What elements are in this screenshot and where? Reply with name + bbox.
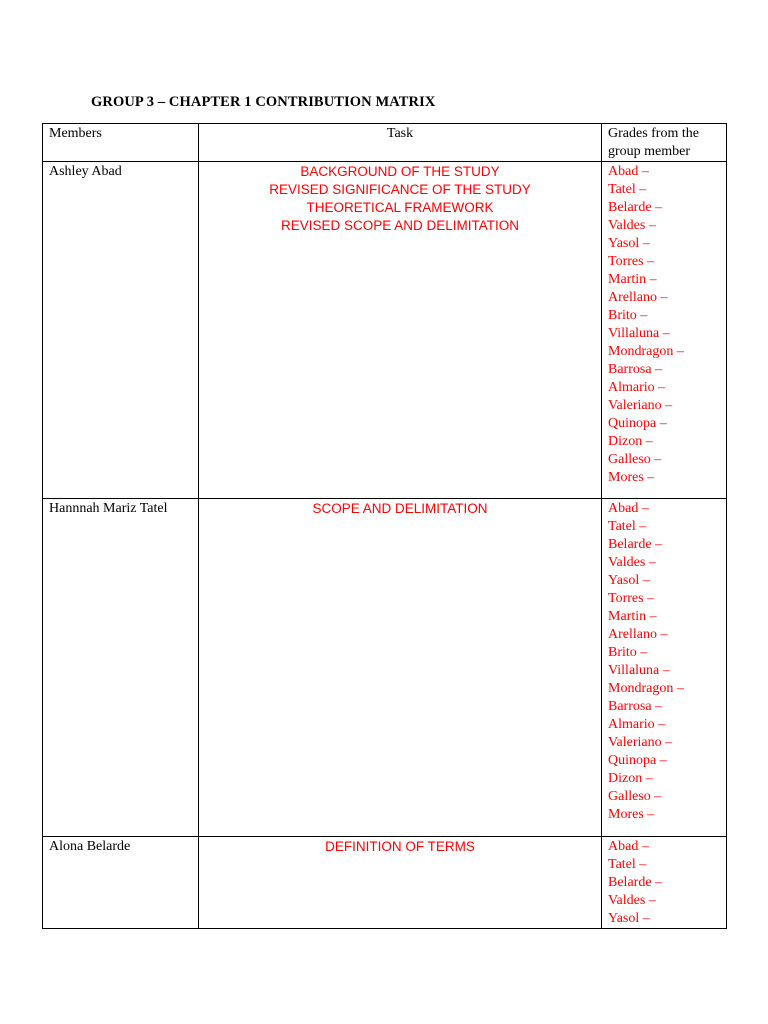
grade-item: Dizon –: [608, 771, 653, 786]
grade-item: Mondragon –: [608, 681, 684, 696]
task-item: SCOPE AND DELIMITATION: [312, 501, 488, 516]
grade-item: Quinopa –: [608, 416, 667, 431]
grade-item: Valdes –: [608, 893, 656, 908]
grade-item: Arellano –: [608, 290, 668, 305]
contribution-matrix-table: [42, 123, 727, 929]
table-row: [43, 162, 727, 499]
grade-item: Dizon –: [608, 434, 653, 449]
grade-item: Martin –: [608, 609, 657, 624]
grade-item: Belarde –: [608, 537, 663, 552]
grade-item: Arellano –: [608, 627, 668, 642]
grade-item: Abad –: [608, 839, 649, 854]
grade-item: Valdes –: [608, 555, 656, 570]
grade-item: Tatel –: [608, 857, 647, 872]
member-name: Alona Belarde: [49, 839, 131, 854]
grade-item: Martin –: [608, 272, 657, 287]
grade-item: Valdes –: [608, 218, 656, 233]
grade-item: Valeriano –: [608, 398, 673, 413]
header-task: Task: [199, 124, 602, 162]
task-item: REVISED SIGNIFICANCE OF THE STUDY: [269, 182, 531, 197]
grade-item: Barrosa –: [608, 699, 663, 714]
grade-item: Mores –: [608, 807, 655, 822]
grade-item: Barrosa –: [608, 362, 663, 377]
grade-item: Galleso –: [608, 789, 662, 804]
grade-item: Belarde –: [608, 875, 663, 890]
grade-item: Mondragon –: [608, 344, 684, 359]
grade-item: Almario –: [608, 717, 666, 732]
grades-cell: [602, 837, 727, 929]
grade-item: Yasol –: [608, 573, 650, 588]
grade-item: Torres –: [608, 254, 655, 269]
grade-item: Abad –: [608, 501, 649, 516]
table-header-row: [43, 124, 727, 162]
header-grades: Grades from the group member: [602, 124, 727, 162]
grade-item: Almario –: [608, 380, 666, 395]
table-row: [43, 837, 727, 929]
grade-item: Yasol –: [608, 911, 650, 926]
grade-item: Quinopa –: [608, 753, 667, 768]
grade-item: Brito –: [608, 645, 648, 660]
grades-cell: [602, 499, 727, 837]
task-item: BACKGROUND OF THE STUDY: [300, 164, 500, 179]
task-item: REVISED SCOPE AND DELIMITATION: [280, 218, 520, 233]
grade-item: Tatel –: [608, 519, 647, 534]
member-name: Hannnah Mariz Tatel: [49, 501, 168, 516]
member-name: Ashley Abad: [49, 164, 122, 179]
grade-item: Villaluna –: [608, 663, 670, 678]
member-cell: [43, 837, 199, 929]
task-cell: [199, 162, 602, 499]
grade-item: Mores –: [608, 470, 655, 485]
grade-item: Tatel –: [608, 182, 647, 197]
grade-item: Abad –: [608, 164, 649, 179]
grade-item: Belarde –: [608, 200, 663, 215]
page-title: GROUP 3 – CHAPTER 1 CONTRIBUTION MATRIX: [91, 94, 436, 110]
task-cell: [199, 837, 602, 929]
grade-item: Villaluna –: [608, 326, 670, 341]
member-cell: [43, 162, 199, 499]
header-members: Members: [43, 124, 199, 162]
grade-item: Galleso –: [608, 452, 662, 467]
grades-cell: [602, 162, 727, 499]
grade-item: Valeriano –: [608, 735, 673, 750]
grade-item: Yasol –: [608, 236, 650, 251]
table-row: [43, 499, 727, 837]
member-cell: [43, 499, 199, 837]
task-item: THEORETICAL FRAMEWORK: [306, 200, 494, 215]
task-cell: [199, 499, 602, 837]
grade-item: Brito –: [608, 308, 648, 323]
task-item: DEFINITION OF TERMS: [325, 839, 475, 854]
grade-item: Torres –: [608, 591, 655, 606]
